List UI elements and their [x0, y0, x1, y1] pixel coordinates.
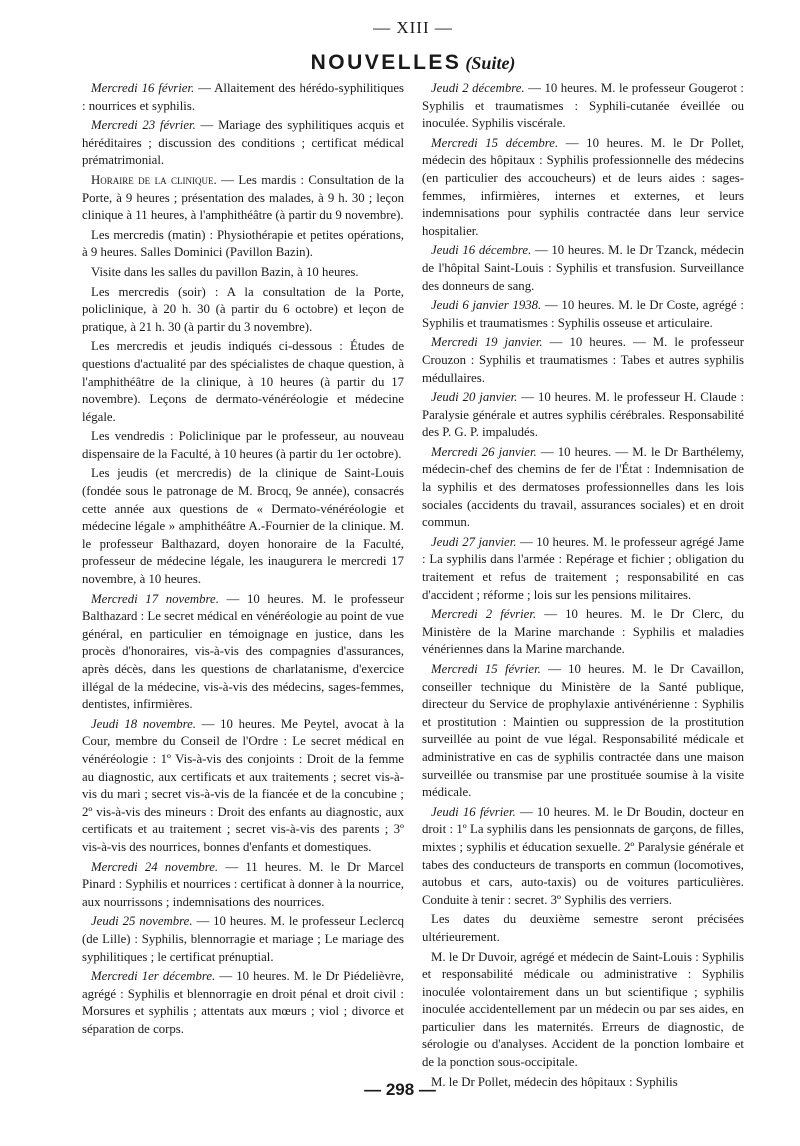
paragraph — [82, 172, 404, 225]
paragraph — [82, 465, 404, 588]
paragraph — [82, 968, 404, 1038]
paragraph — [422, 534, 744, 604]
paragraph-text: — 10 heures. M. le Dr Tzanck, médecin de l'hôpital Saint-Louis : Syphilis et transfusion. Surveillance des donneurs de sang. — [422, 243, 744, 293]
date-lead: Mercredi 17 novembre. — [91, 591, 219, 606]
paragraph-text: — Les mardis : Consultation de la Porte, à 9 heures ; présentation des malades, à 9 h. 30 ; leçon clinique à 11 heures, à l'amphithéâtre (à partir du 9 novembre). — [82, 172, 404, 223]
paragraph-text: Visite dans les salles du pavillon Bazin, à 10 heures. — [91, 264, 359, 279]
paragraph-text: Les mercredis et jeudis indiqués ci-dessous : Études de questions d'actualité par des spécialistes de chaque question, à l'amphithéâtre de la clinique, à 10 heures (à partir du 17 novembre). Leçons de dermato-vénéréologie et médecine légale. — [82, 339, 404, 424]
paragraph-text: — 10 heures. M. le professeur Balthazard : Le secret médical en vénéréologie au point de vue général, en particulier en témoignage en justice, dans les procès d'honoraires, vis-à-vis des compagnies d'assurances, après décès, dans les questions de charlatanisme, d'exercice illégal de la médecine, vis-à-vis des médecins, sages-femmes, dentistes, infirmières. — [82, 591, 404, 712]
paragraph-text: — 10 heures. — M. le professeur Crouzon : Syphilis et traumatismes : Tabes et autres syphilis médullaires. — [422, 335, 744, 385]
paragraph — [422, 949, 744, 1072]
paragraph — [82, 913, 404, 966]
paragraph-text: Les jeudis (et mercredis) de la clinique de Saint-Louis (fondée sous le patronage de M. Brocq, 9e année), consacrés cette année aux questions de « Dermato-vénéréologie et médecine légale » amphithéâtre A.-Fournier de la clinique. M. le professeur Balthazard, doyen honoraire de la Faculté, professeur de médecine légale, les inaugurera le mercredi 17 novembre, à 10 heures. — [82, 466, 404, 587]
paragraph-text: Les mercredis (matin) : Physiothérapie et petites opérations, à 9 heures. Salles Dominici (Pavillon Bazin). — [82, 227, 404, 260]
paragraph-text: — 11 heures. M. le Dr Marcel Pinard : Syphilis et nourrices : certificat à donner à la nourrice, aux nourrissons ; indemnisations des nourrices. — [82, 859, 404, 909]
date-lead: Mercredi 24 novembre. — [91, 859, 219, 874]
paragraph — [422, 297, 744, 332]
paragraph — [82, 716, 404, 857]
paragraph-text: — 10 heures. M. le Dr Cavaillon, conseiller technique du Ministère de la Santé publique, directeur du Service de prophylaxie antivénérienne : Syphilis et prostitution : Maintien ou suppression de la prostitution surveillée au point de vue légal. Responsabilité médicale et administrative en cas de syphilis contractée dans une maison surveillée ou transmise par une prostituée soumise à la visite médicale. — [422, 662, 745, 800]
date-lead: Jeudi 2 décembre. — [431, 81, 525, 95]
paragraph-text: Les dates du deuxième semestre seront précisées ultérieurement. — [422, 912, 744, 944]
left-column — [82, 80, 404, 1093]
date-lead: Jeudi 27 janvier. — [431, 534, 517, 549]
paragraph-text: — 10 heures. M. le Dr Piédelièvre, agrégé : Syphilis et blennorragie en droit pénal et droit civil : Morsures et syphilis ; attentats aux mœurs ; viol ; divorce et séparation de corps. — [82, 969, 404, 1036]
paragraph — [82, 284, 404, 337]
paragraph-text: — 10 heures. — M. le Dr Barthélemy, médecin-chef des chemins de fer de l'État : Indemnisation de la syphilis et des dermatoses professionnelles dans les lois sociales (accidents du travail, assurances sociales) et en droit commun. — [422, 444, 744, 530]
paragraph — [422, 135, 744, 241]
paragraph — [82, 591, 404, 714]
date-lead: Mercredi 26 janvier. — [431, 444, 537, 459]
paragraph-text: — 10 heures. M. le professeur Gougerot : Syphilis et traumatismes : Syphili-cutanée éveillée ou inoculée. Syphilis viscérale. — [422, 81, 744, 131]
paragraph — [422, 334, 744, 387]
paragraph-text: — Mariage des syphilitiques acquis et héréditaires ; discussion des conditions ; certificat médical prématrimonial. — [82, 118, 404, 168]
paragraph — [82, 428, 404, 463]
paragraph — [82, 338, 404, 426]
page-title — [82, 46, 744, 80]
paragraph-text: Les vendredis : Policlinique par le professeur, au nouveau dispensaire de la Faculté, à 10 heures (à partir du 1er octobre). — [82, 429, 404, 461]
paragraph — [82, 264, 404, 282]
date-lead: Mercredi 19 janvier. — [431, 335, 543, 350]
title-suite: (Suite) — [465, 53, 516, 73]
paragraph-text: — 10 heures. M. le Dr Pollet, médecin des hôpitaux : Syphilis professionnelle des médecins (en particulier des accoucheurs) et de leurs aides : sages-femmes, infirmières, internes et externes, et leurs indemnisations pour syphilis contractée dans leur service hospitalier. — [422, 135, 744, 238]
date-lead: Mercredi 16 février. — [91, 81, 195, 95]
paragraph-text: — 10 heures. M. le professeur agrégé Jame : La syphilis dans l'armée : Repérage et fichier ; obligation du traitement et refus de traitement ; responsabilité en cas d'accident ; réforme ; lois sur les pensions militaires. — [422, 534, 745, 602]
paragraph — [82, 859, 404, 912]
paragraph — [422, 444, 744, 532]
paragraph-text: M. le Dr Pollet, médecin des hôpitaux : Syphilis — [431, 1074, 678, 1089]
paragraph-text: — 10 heures. Me Peytel, avocat à la Cour, membre du Conseil de l'Ordre : Le secret médical en vénéréologie : 1º Vis-à-vis des conjoints : Droit de la femme au diagnostic, aux certificats et aux traitements ; secret vis-à-vis du mari ; secret vis-à-vis de la fiancée et de la concubine ; 2º vis-à-vis des mineurs : Droit des enfants au diagnostic, aux certificats et au traitement ; secret vis-à-vis des parents ; 3º vis-à-vis des nourrices, bonnes d'enfants et domestiques. — [82, 716, 405, 854]
paragraph-text: — 10 heures. M. le Dr Boudin, docteur en droit : 1º La syphilis dans les pensionnats de garçons, de filles, mixtes ; syphilis et éducation sexuelle. 2º Paralysie générale et tabes des conducteurs de transports en commun (locomotives, autobus et cars, auto-taxis) ou de voitures particulières. Conduite à tenir : secret. 3º Syphilis des verriers. — [422, 804, 744, 907]
paragraph — [422, 804, 744, 910]
paragraph — [422, 606, 744, 659]
paragraph — [82, 117, 404, 170]
paragraph-text: — 10 heures. M. le Dr Clerc, du Ministère de la Marine marchande : Syphilis et maladies vénériennes dans la Marine marchande. — [422, 607, 744, 657]
date-lead: Jeudi 6 janvier 1938. — [431, 298, 542, 313]
paragraph — [422, 911, 744, 946]
date-lead: Jeudi 25 novembre. — [91, 914, 193, 929]
paragraph — [422, 389, 744, 442]
paragraph — [422, 661, 744, 802]
paragraph-text: M. le Dr Duvoir, agrégé et médecin de Saint-Louis : Syphilis et responsabilité médicale ou administrative : Syphilis inoculée volontairement dans un but scientifique ; syphilis inoculée accidentellement par un médecin ou par ses aides, en particulier dans les maternités. Erreurs de diagnostic, de sérologie ou d'analyses. Accident de la ponction lombaire et de la ponction sous-occipitale. — [422, 949, 744, 1070]
date-lead: Mercredi 1er décembre. — [91, 969, 216, 984]
title-main: NOUVELLES — [310, 51, 462, 74]
paragraph — [422, 80, 744, 133]
section-heading: Horaire de la clinique. — [91, 172, 217, 187]
paragraph — [82, 227, 404, 262]
paragraph-text: — Allaitement des hérédo-syphilitiques : nourrices et syphilis. — [82, 81, 404, 113]
date-lead: Mercredi 15 décembre. — [431, 135, 559, 150]
date-lead: Mercredi 15 février. — [431, 662, 541, 676]
right-column — [422, 80, 744, 1093]
page-folio: — 298 — — [364, 1080, 436, 1099]
paragraph — [422, 242, 744, 295]
date-lead: Jeudi 20 janvier. — [431, 390, 518, 405]
date-lead: Jeudi 18 novembre. — [91, 716, 197, 731]
paragraph-text: — 10 heures. M. le professeur Leclercq (de Lille) : Syphilis, blennorragie et mariage ; Le mariage des syphilitiques ; le certificat prénuptial. — [82, 914, 405, 964]
date-lead: Mercredi 23 février. — [91, 118, 196, 133]
date-lead: Jeudi 16 décembre. — [431, 243, 532, 258]
paragraph-text: — 10 heures. M. le Dr Coste, agrégé : Syphilis et traumatismes : Syphilis osseuse et articulaire. — [422, 298, 744, 330]
date-lead: Jeudi 16 février. — [431, 804, 516, 819]
date-lead: Mercredi 2 février. — [431, 607, 537, 622]
paragraph — [82, 80, 404, 115]
paragraph-text: — 10 heures. M. le professeur H. Claude : Paralysie générale et autres syphilis cérébrales. Responsabilité des P. G. P. impaludés. — [422, 390, 744, 440]
roman-page-number: — XIII — — [373, 18, 453, 37]
columns — [82, 80, 744, 1093]
paragraph-text: Les mercredis (soir) : A la consultation de la Porte, policlinique, à 20 h. 30 (à partir du 6 octobre) et leçon de pratique, à 21 h. 30 (à partir du 3 novembre). — [82, 284, 404, 334]
